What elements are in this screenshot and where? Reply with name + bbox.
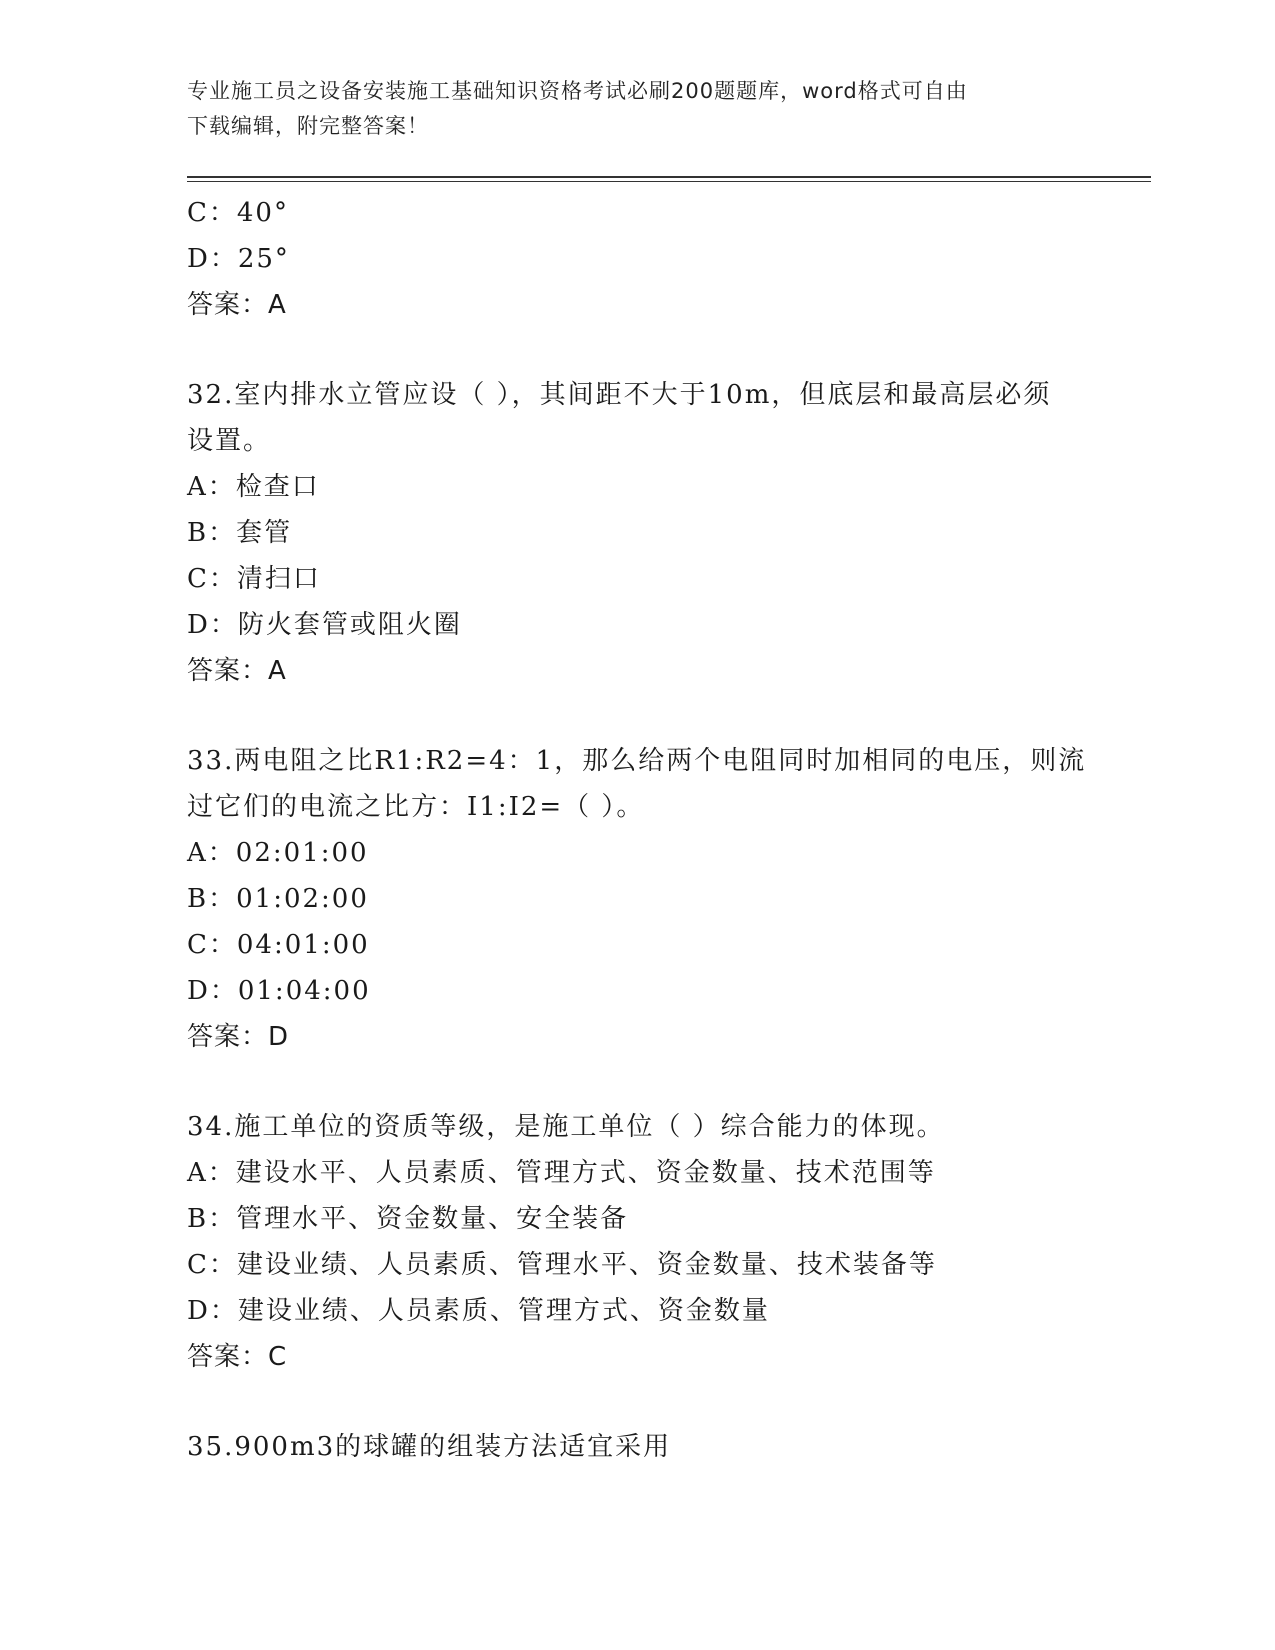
option-a: A：02:01:00 [187, 838, 369, 868]
option-b: B：01:02:00 [187, 884, 369, 914]
header-title-line-2: 下载编辑，附完整答案！ [187, 114, 429, 138]
option-c: C：40° [187, 198, 289, 228]
question-34 [187, 1104, 1087, 1380]
option-b: B：管理水平、资金数量、安全装备 [187, 1204, 629, 1234]
header-divider-thin [187, 181, 1151, 182]
header-divider [187, 176, 1151, 178]
answer-line: 答案：A [187, 656, 287, 686]
question-stem-line-2: 过它们的电流之比方：I1:I2=（ ）。 [187, 792, 645, 822]
option-c: C：清扫口 [187, 564, 321, 594]
question-31-continued [187, 190, 1087, 328]
option-d: D：防火套管或阻火圈 [187, 610, 462, 640]
option-d: D：建设业绩、人员素质、管理方式、资金数量 [187, 1296, 770, 1326]
option-a: A：检查口 [187, 472, 320, 502]
answer-line: 答案：C [187, 1342, 288, 1372]
question-stem-line-1: 32.室内排水立管应设（ ），其间距不大于10m，但底层和最高层必须 [187, 380, 1052, 410]
option-b: B：套管 [187, 518, 293, 548]
option-d: D：25° [187, 244, 290, 274]
option-a: A：建设水平、人员素质、管理方式、资金数量、技术范围等 [187, 1158, 936, 1188]
question-33 [187, 738, 1087, 1060]
question-stem-line-1: 33.两电阻之比R1:R2=4：1，那么给两个电阻同时加相同的电压，则流 [187, 746, 1087, 776]
option-c: C：建设业绩、人员素质、管理水平、资金数量、技术装备等 [187, 1250, 937, 1280]
answer-line: 答案：A [187, 290, 287, 320]
option-d: D：01:04:00 [187, 976, 371, 1006]
question-32 [187, 372, 1087, 694]
question-stem-line-1: 35.900m3的球罐的组装方法适宜采用 [187, 1432, 672, 1462]
answer-line: 答案：D [187, 1022, 290, 1052]
question-stem-line-1: 34.施工单位的资质等级，是施工单位（ ）综合能力的体现。 [187, 1112, 945, 1142]
header-title-line-1: 专业施工员之设备安装施工基础知识资格考试必刷200题题库，word格式可自由 [187, 79, 968, 103]
option-c: C：04:01:00 [187, 930, 370, 960]
document-header [187, 74, 1087, 144]
question-list [187, 190, 1087, 1470]
question-35 [187, 1424, 1087, 1470]
question-stem-line-2: 设置。 [187, 426, 272, 456]
